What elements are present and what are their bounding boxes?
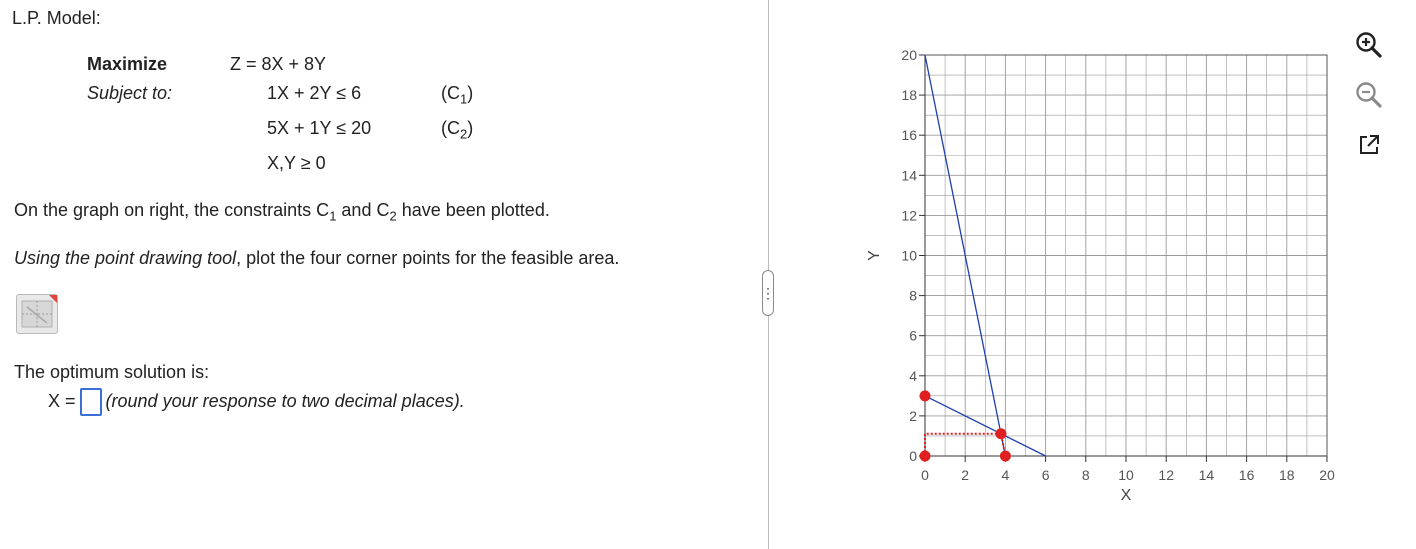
y-tick-label: 0 xyxy=(909,448,917,464)
y-axis-label: Y xyxy=(866,250,883,261)
x-tick-label: 14 xyxy=(1198,467,1215,483)
objective-function: Z = 8X + 8Y xyxy=(230,54,327,74)
x-tick-label: 8 xyxy=(1081,467,1090,483)
x-tick-label: 18 xyxy=(1279,467,1295,483)
x-tick-label: 2 xyxy=(961,467,970,483)
y-tick-label: 12 xyxy=(901,207,917,224)
constraint-c2-tag: $(C_2)$ xyxy=(441,118,474,142)
y-tick-label: 16 xyxy=(901,127,917,144)
y-tick-label: 8 xyxy=(909,287,917,304)
x-label: X = xyxy=(48,390,76,411)
zoom-out-button[interactable] xyxy=(1352,78,1386,112)
rounding-hint: (round your response to two decimal places). xyxy=(105,390,465,411)
y-tick-label: 6 xyxy=(909,327,917,344)
x-tick-label: 10 xyxy=(1118,467,1134,483)
point-tool-icon xyxy=(17,295,57,333)
y-tick-label: 4 xyxy=(909,367,917,384)
point-drawing-tool[interactable] xyxy=(16,294,58,334)
y-tick-label: 10 xyxy=(901,247,917,264)
x-tick-label: 6 xyxy=(1041,467,1050,483)
zoom-in-button[interactable] xyxy=(1352,28,1386,62)
popout-button[interactable] xyxy=(1352,128,1386,162)
lp-graph[interactable] xyxy=(770,0,1350,549)
instruction-constraints: On the graph on right, the constraints $C_1$ and $C_2$ have been plotted. xyxy=(14,200,550,224)
corner-point[interactable] xyxy=(995,428,1006,439)
x-axis-label: X xyxy=(1120,487,1132,504)
constraint-c1: 1X + 2Y ≤ 6 xyxy=(267,83,362,103)
constraint-c2: 5X + 1Y ≤ 20 xyxy=(267,118,372,138)
corner-point[interactable] xyxy=(920,451,931,462)
subject-to-label: Subject to: xyxy=(87,83,173,103)
zoom-out-icon xyxy=(1354,80,1384,110)
y-tick-label: 2 xyxy=(909,407,917,424)
x-tick-label: 20 xyxy=(1319,467,1335,483)
corner-point[interactable] xyxy=(1000,451,1011,462)
y-tick-label: 14 xyxy=(901,167,917,184)
x-tick-label: 16 xyxy=(1238,467,1255,483)
x-tick-label: 4 xyxy=(1001,467,1010,483)
y-tick-label: 20 xyxy=(901,47,917,63)
x-answer-input[interactable] xyxy=(80,388,102,416)
panel-resize-handle[interactable]: ⋮ xyxy=(762,270,774,316)
constraint-c1-tag: $(C_1)$ xyxy=(441,83,474,107)
answer-row xyxy=(48,388,465,416)
maximize-label: Maximize xyxy=(87,54,168,74)
x-tick-label: 12 xyxy=(1158,467,1174,483)
optimum-heading: The optimum solution is: xyxy=(14,362,210,382)
zoom-in-icon xyxy=(1354,30,1384,60)
instruction-plot-points: Using the point drawing tool, plot the four corner points for the feasible area. xyxy=(14,248,620,268)
x-tick-label: 0 xyxy=(921,467,929,483)
external-link-icon xyxy=(1354,130,1384,160)
corner-point[interactable] xyxy=(920,390,931,401)
page-title: L.P. Model: xyxy=(12,8,101,28)
y-tick-label: 18 xyxy=(901,87,917,104)
nonnegativity-constraint: X,Y ≥ 0 xyxy=(267,153,326,173)
